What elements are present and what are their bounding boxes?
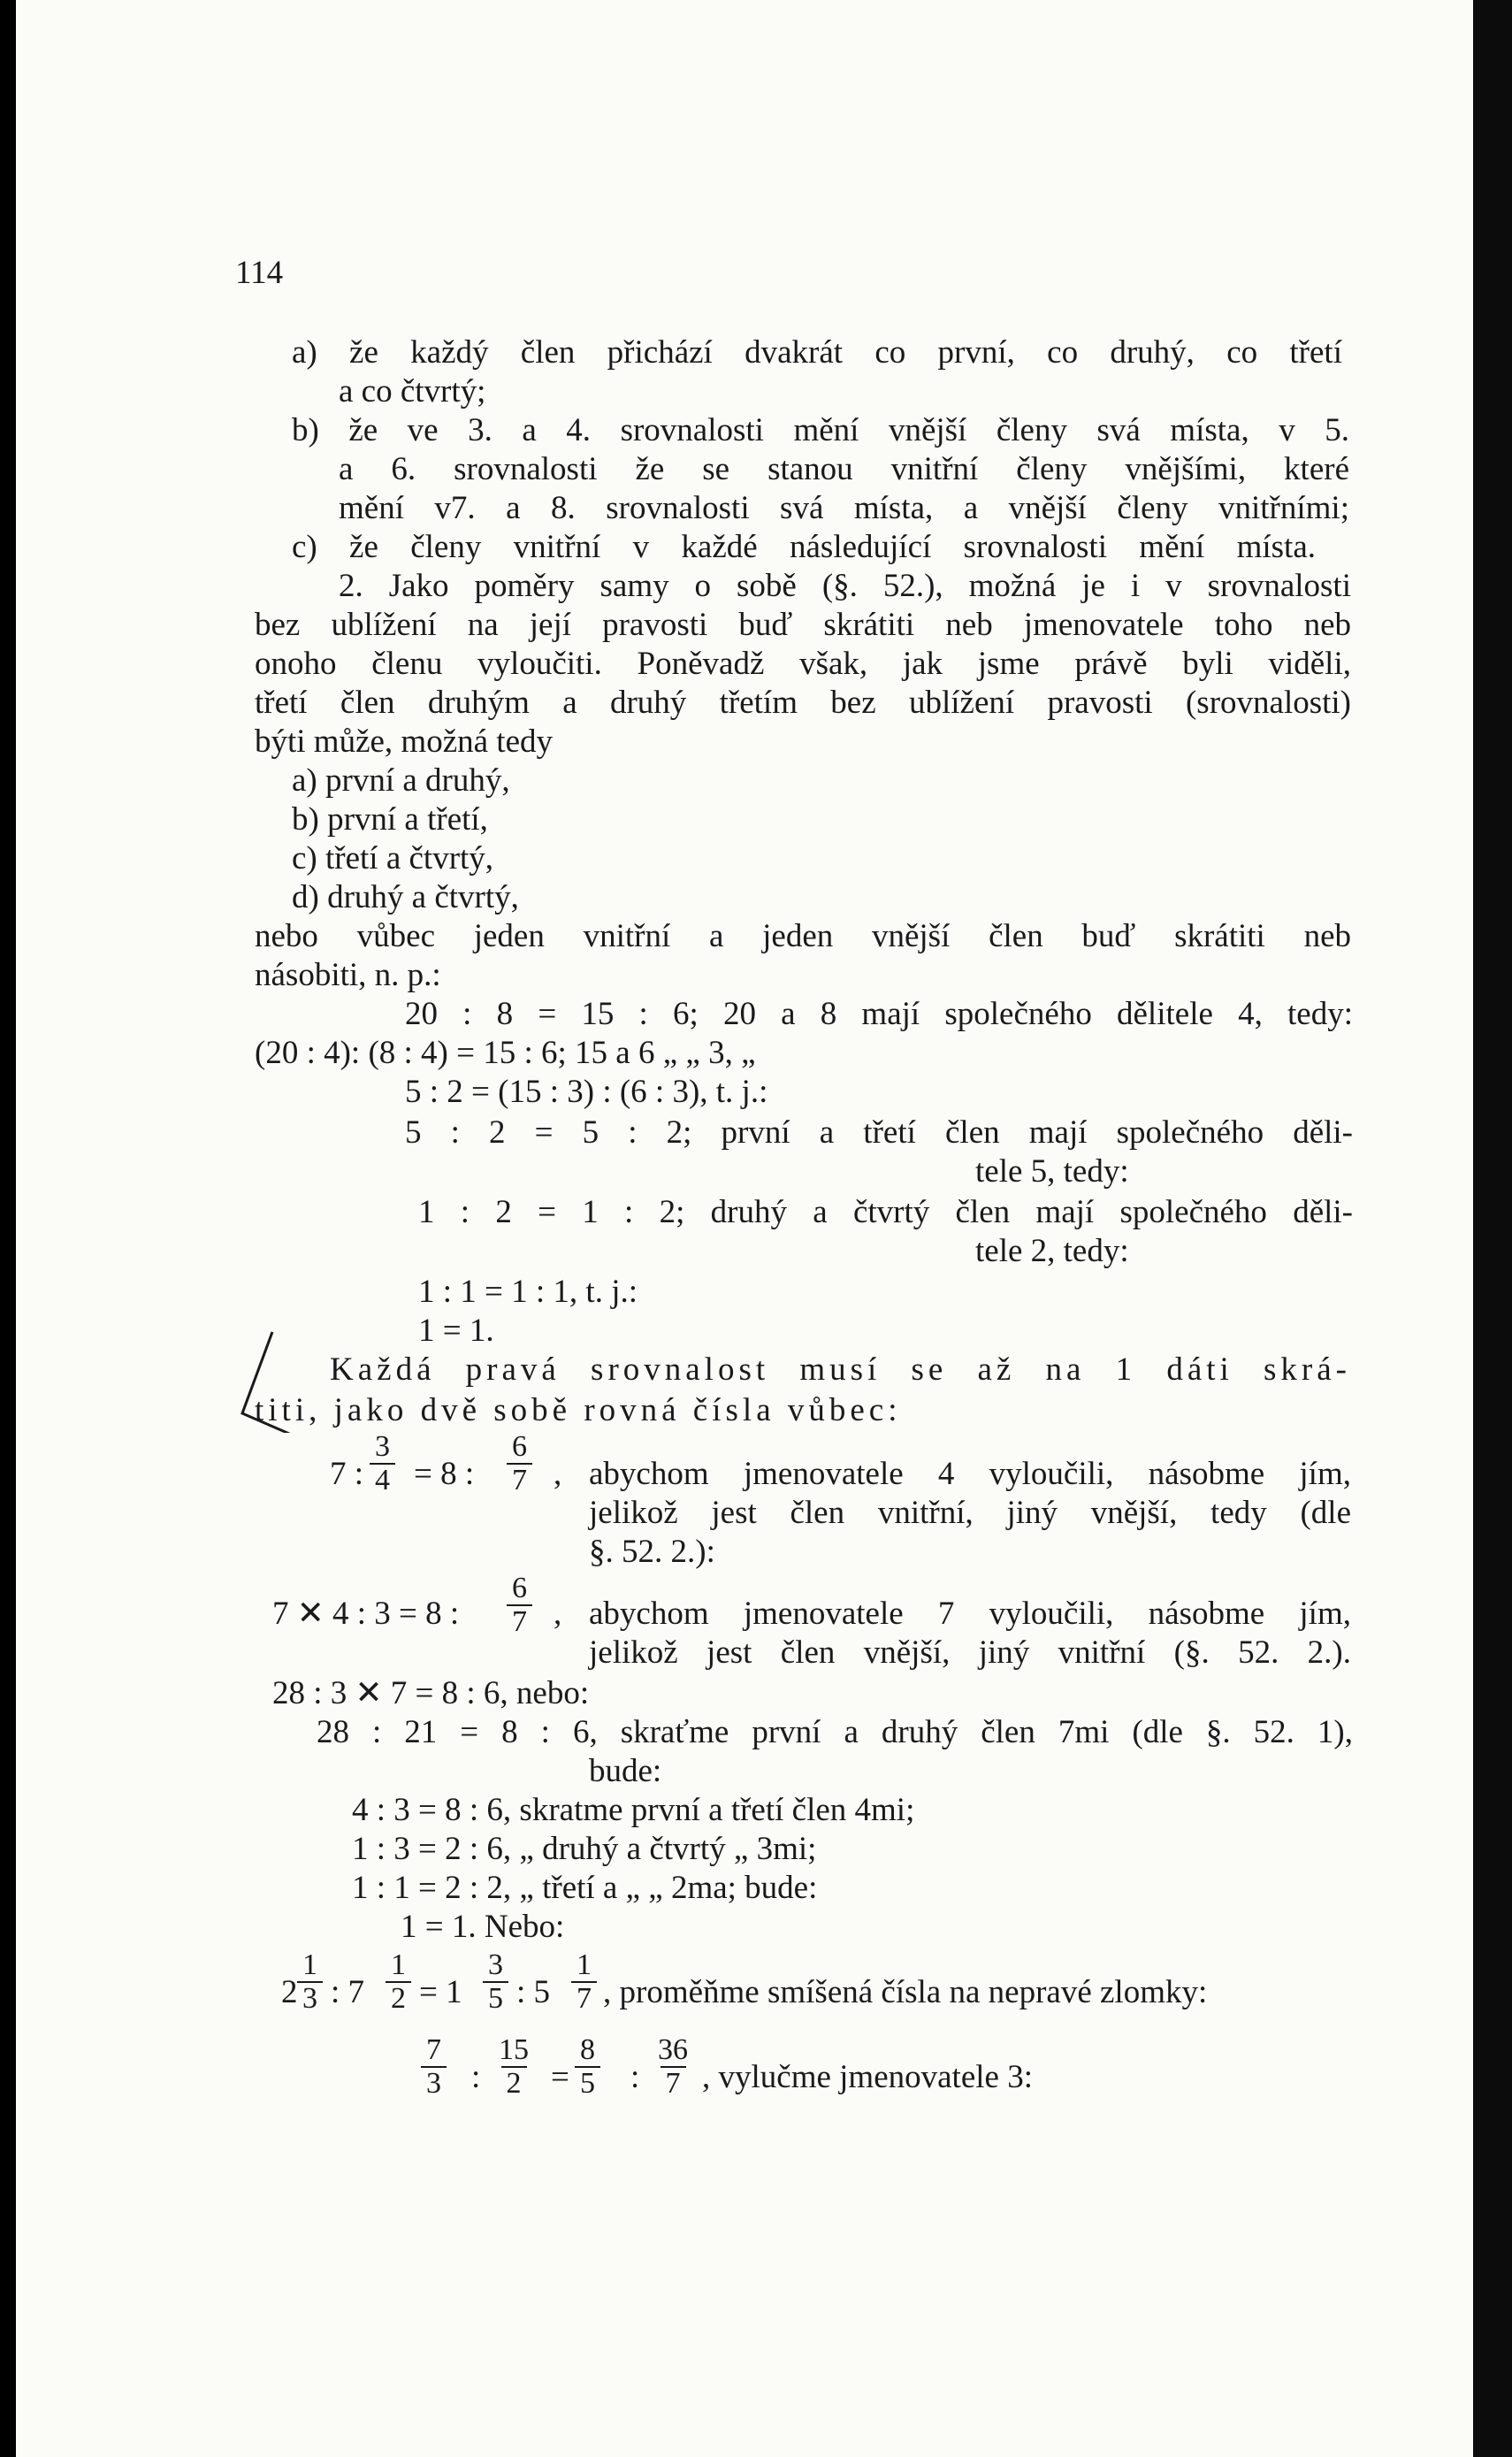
scan-edge <box>1473 0 1512 2457</box>
fraction <box>575 2034 600 2100</box>
fraction <box>370 1431 395 1496</box>
text-line: a) že každý člen přichází dvakrát co první, co druhý, co třetí <box>292 334 1342 371</box>
list-item: a) první a druhý, <box>292 762 510 799</box>
fraction <box>483 1949 508 2015</box>
text-line: c) že členy vnitřní v každé následující srovnalosti mění místa. <box>292 529 1316 565</box>
numerator: 15 <box>499 2033 529 2066</box>
equation-line: 1 : 2 = 1 : 2; druhý a čtvrtý člen mají společného děli- <box>418 1194 1353 1230</box>
equation-line: 20 : 8 = 15 : 6; 20 a 8 mají společného dělitele 4, tedy: <box>405 996 1353 1032</box>
book-page <box>16 0 1473 2457</box>
formula-term: , <box>554 1596 562 1632</box>
text-line: b) že ve 3. a 4. srovnalosti mění vnější členy svá místa, v 5. <box>292 412 1349 448</box>
denominator: 4 <box>370 1463 395 1496</box>
text-line: jelikož jest člen vnitřní, jiný vnější, tedy (dle <box>589 1495 1351 1531</box>
text-line: bez ublížení na její pravosti buď skrátiti neb jmenovatele toho neb <box>255 607 1351 643</box>
emphasized-line: titi, jako dvě sobě rovná čísla vůbec: <box>255 1392 902 1428</box>
denominator: 2 <box>501 2066 527 2100</box>
fraction <box>507 1573 532 1638</box>
text-line: , vylučme jmenovatele 3: <box>702 2059 1033 2095</box>
equation-line: 5 : 2 = (15 : 3) : (6 : 3), t. j.: <box>405 1074 768 1110</box>
fraction <box>421 2034 447 2100</box>
equation-line: 28 : 21 = 8 : 6, skraťme první a druhý člen 7mi (dle §. 52. 1), <box>317 1714 1353 1750</box>
denominator: 2 <box>386 1981 411 2015</box>
text-line: abychom jmenovatele 4 vyloučili, násobme jím, <box>589 1456 1351 1492</box>
denominator: 3 <box>421 2066 447 2100</box>
text-line: onoho členu vyloučiti. Poněvadž však, jak jsme právě byli viděli, <box>255 646 1351 682</box>
equation-line: bude: <box>589 1753 662 1789</box>
denominator: 7 <box>661 2066 686 2100</box>
text-line: a 6. srovnalosti že se stanou vnitřní členy vnějšími, které <box>339 451 1349 487</box>
equation-line: 28 : 3 ✕ 7 = 8 : 6, nebo: <box>272 1675 590 1711</box>
list-item: d) druhý a čtvrtý, <box>292 879 519 915</box>
formula-term: 7 ✕ 4 : 3 = 8 : <box>272 1596 460 1632</box>
text-line: býti může, možná tedy <box>255 723 554 760</box>
denominator: 7 <box>507 1463 532 1496</box>
equation-line: 1 = 1. Nebo: <box>401 1909 565 1945</box>
fraction <box>653 2034 693 2100</box>
denominator: 7 <box>507 1604 532 1638</box>
equation-line: 1 : 3 = 2 : 6, „ druhý a čtvrtý „ 3mi; <box>352 1831 817 1867</box>
mixed-whole: = 1 <box>419 1974 462 2010</box>
denominator: 3 <box>297 1981 323 2015</box>
numerator: 6 <box>512 1572 527 1604</box>
text-line: abychom jmenovatele 7 vyloučili, násobme jím, <box>589 1596 1351 1632</box>
operator: : <box>630 2059 640 2095</box>
text-line: jelikož jest člen vnější, jiný vnitřní (§. 52. 2.). <box>589 1634 1351 1671</box>
mixed-whole: : 5 <box>516 1974 551 2010</box>
numerator: 6 <box>512 1430 527 1463</box>
fraction <box>386 1949 411 2015</box>
text-line: §. 52. 2.): <box>589 1534 715 1570</box>
denominator: 7 <box>571 1981 597 2015</box>
equation-line: 5 : 2 = 5 : 2; první a třetí člen mají společného děli- <box>405 1114 1353 1151</box>
fraction <box>297 1949 323 2015</box>
formula-term: 7 : <box>330 1456 364 1492</box>
text-line: , proměňme smíšená čísla na nepravé zlomky: <box>603 1974 1208 2010</box>
equation-line: 1 = 1. <box>418 1313 494 1349</box>
numerator: 1 <box>302 1948 317 1981</box>
list-item: b) první a třetí, <box>292 801 488 838</box>
numerator: 3 <box>488 1948 503 1981</box>
text-line: 2. Jako poměry samy o sobě (§. 52.), možná je i v srovnalosti <box>339 568 1351 604</box>
equation-line: (20 : 4): (8 : 4) = 15 : 6; 15 a 6 „ „ 3, „ <box>255 1035 756 1071</box>
text-line: a co čtvrtý; <box>339 373 486 410</box>
formula-term: , <box>554 1456 562 1492</box>
numerator: 7 <box>426 2033 441 2066</box>
equation-line: tele 5, tedy: <box>975 1153 1129 1190</box>
denominator: 5 <box>483 1981 508 2015</box>
text-line: mění v7. a 8. srovnalosti svá místa, a vnější členy vnitřními; <box>339 490 1349 526</box>
equation-line: tele 2, tedy: <box>975 1233 1129 1269</box>
fraction <box>507 1431 532 1496</box>
numerator: 1 <box>391 1948 406 1981</box>
fraction <box>571 1949 597 2015</box>
operator: : <box>471 2059 481 2095</box>
text-line: nebo vůbec jeden vnitřní a jeden vnější člen buď skrátiti neb <box>255 918 1351 954</box>
page-number: 114 <box>235 255 284 291</box>
mixed-whole: 2 <box>281 1974 298 2010</box>
numerator: 36 <box>658 2033 688 2066</box>
mixed-whole: : 7 <box>331 1974 365 2010</box>
text-line: třetí člen druhým a druhý třetím bez ublížení pravosti (srovnalosti) <box>255 685 1351 721</box>
text-line: násobiti, n. p.: <box>255 957 441 993</box>
numerator: 8 <box>580 2033 595 2066</box>
numerator: 1 <box>577 1948 592 1981</box>
equation-line: 4 : 3 = 8 : 6, skratme první a třetí člen 4mi; <box>352 1792 915 1828</box>
equation-line: 1 : 1 = 1 : 1, t. j.: <box>418 1274 638 1310</box>
equation-line: 1 : 1 = 2 : 2, „ třetí a „ „ 2ma; bude: <box>352 1870 818 1906</box>
fraction <box>493 2034 534 2100</box>
denominator: 5 <box>575 2066 600 2100</box>
list-item: c) třetí a čtvrtý, <box>292 840 494 876</box>
formula-term: = 8 : <box>414 1456 475 1492</box>
operator: = <box>551 2059 569 2095</box>
emphasized-line: Každá pravá srovnalost musí se až na 1 dáti skrá- <box>330 1351 1351 1388</box>
numerator: 3 <box>375 1430 390 1463</box>
